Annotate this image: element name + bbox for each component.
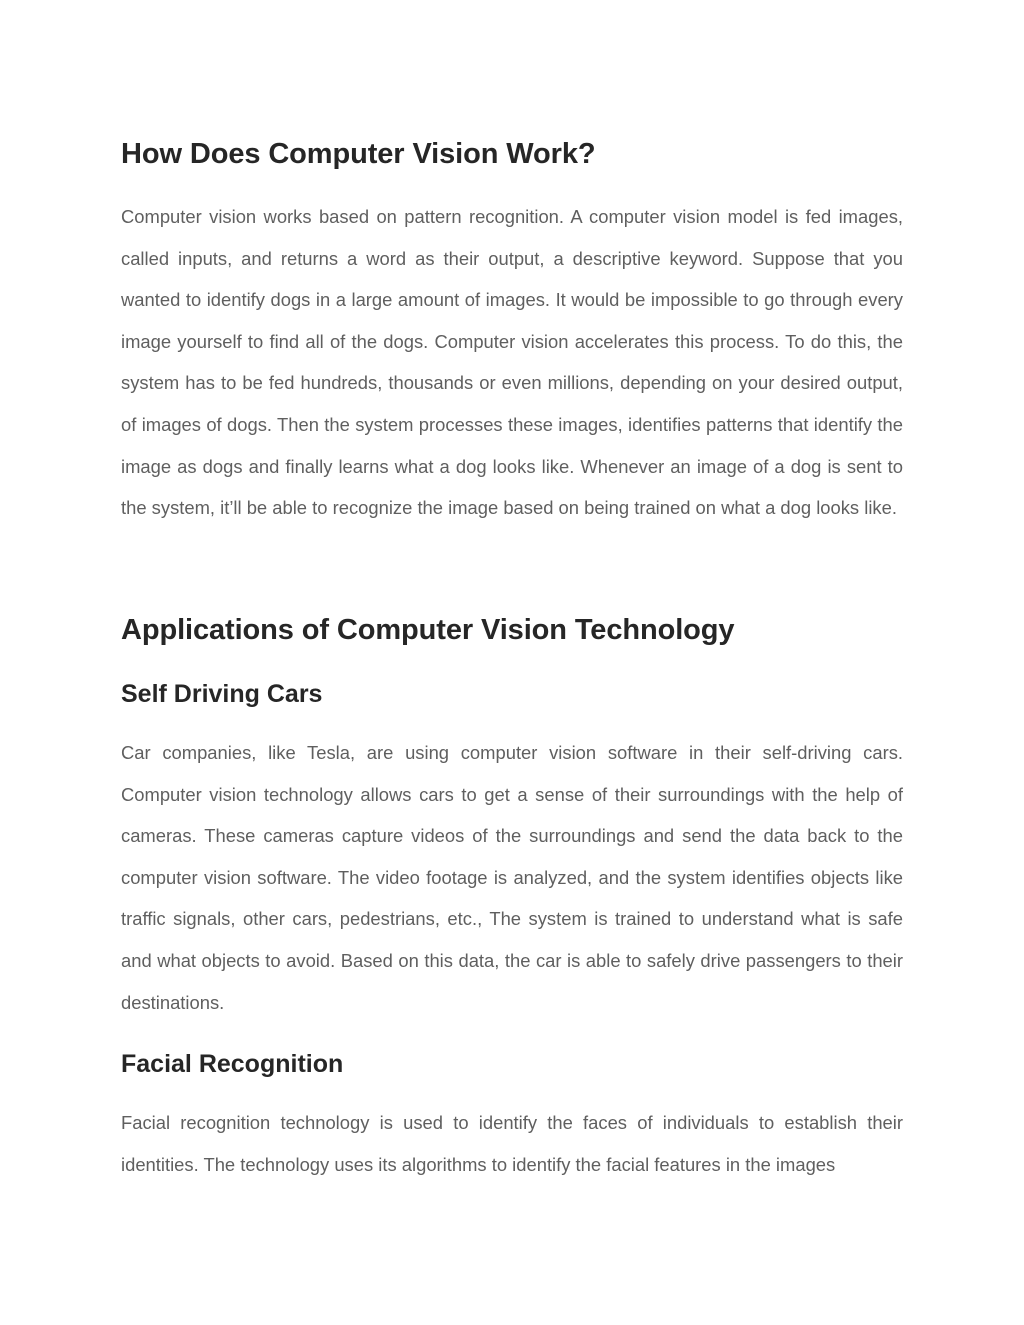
heading-how-computer-vision-works: How Does Computer Vision Work? bbox=[121, 138, 596, 170]
paragraph-how-computer-vision-works: Computer vision works based on pattern recognition. A computer vision model is fed images, called inputs, and returns a word as their output, a descriptive keyword. Suppose that you wanted to identify dogs in a large amount of images. It would be impossible to go through every image yourself to find all of the dogs. Computer vision accelerates this process. To do this, the system has to be fed hundreds, thousands or even millions, depending on your desired output, of images of dogs. Then the system processes these images, identifies patterns that identify the image as dogs and finally learns what a dog looks like. Whenever an image of a dog is sent to the system, it’ll be able to recognize the image based on being trained on what a dog looks like. bbox=[121, 206, 903, 519]
paragraph-self-driving-cars: Car companies, like Tesla, are using computer vision software in their self-driving cars. Computer vision technology allows cars to get a sense of their surroundings with the help of cameras. These cameras capture videos of the surroundings and send the data back to the computer vision software. The video footage is analyzed, and the system identifies objects like traffic signals, other cars, pedestrians, etc., The system is trained to understand what is safe and what objects to avoid. Based on this data, the car is able to safely drive passengers to their destinations. bbox=[121, 742, 903, 1013]
paragraph-facial-recognition: Facial recognition technology is used to identify the faces of individuals to establish their identities. The technology uses its algorithms to identify the facial features in the images bbox=[121, 1112, 903, 1175]
subheading-self-driving-cars: Self Driving Cars bbox=[121, 680, 323, 708]
heading-applications: Applications of Computer Vision Technology bbox=[121, 614, 735, 646]
subheading-facial-recognition: Facial Recognition bbox=[121, 1050, 344, 1078]
